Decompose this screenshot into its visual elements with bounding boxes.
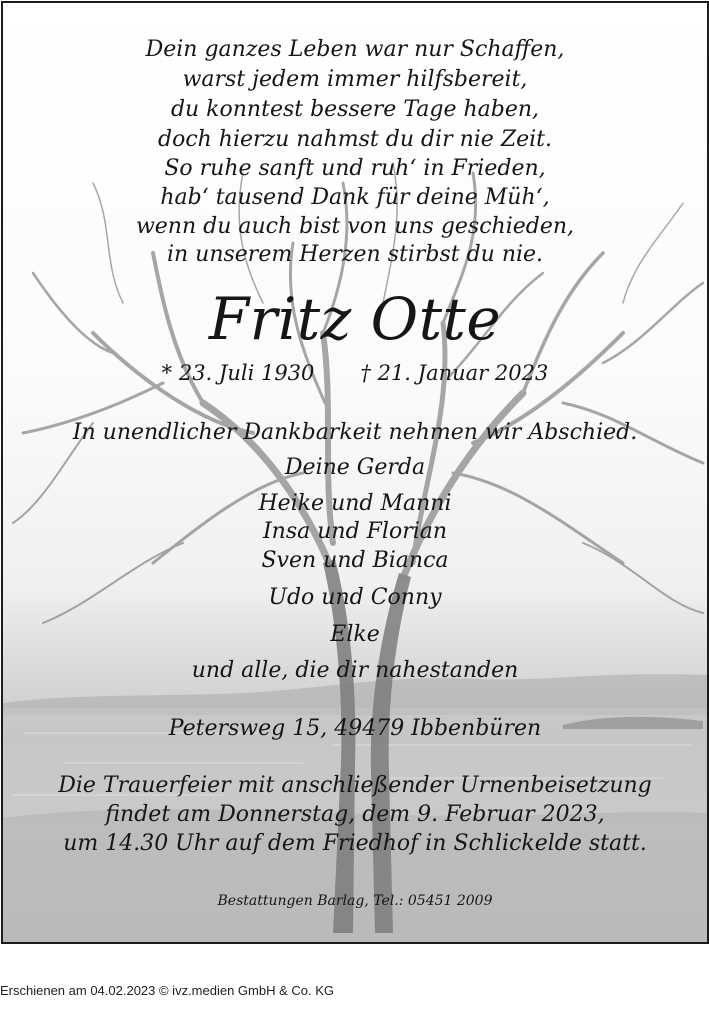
obituary-notice xyxy=(1,1,709,944)
birth-date: * 23. Juli 1930 xyxy=(161,361,315,385)
mourner: und alle, die dir nahestanden xyxy=(191,658,519,683)
life-dates xyxy=(3,361,707,385)
poem-line: doch hierzu nahmst du dir nie Zeit. xyxy=(157,127,552,152)
poem-line: du konntest bessere Tage haben, xyxy=(170,97,540,122)
mourner: Sven und Bianca xyxy=(261,548,449,573)
poem-line: hab‘ tausend Dank für deine Müh‘, xyxy=(160,185,550,210)
poem-line: warst jedem immer hilfsbereit, xyxy=(182,67,528,92)
poem-line: in unserem Herzen stirbst du nie. xyxy=(166,242,544,267)
ceremony-line: Die Trauerfeier mit anschließender Urnenbeisetzung xyxy=(58,773,652,798)
mourner: Elke xyxy=(330,622,380,647)
publication-credit: Erschienen am 04.02.2023 © ivz.medien GmbH & Co. KG xyxy=(0,983,335,998)
farewell-text: In unendlicher Dankbarkeit nehmen wir Abschied. xyxy=(72,420,638,445)
mourner: Udo und Conny xyxy=(268,585,442,610)
poem-line: Dein ganzes Leben war nur Schaffen, xyxy=(145,37,565,62)
mourner: Heike und Manni xyxy=(258,491,452,516)
mourner: Deine Gerda xyxy=(284,455,426,480)
funeral-home: Bestattungen Barlag, Tel.: 05451 2009 xyxy=(217,893,493,909)
ceremony-line: findet am Donnerstag, dem 9. Februar 2023, xyxy=(105,802,605,827)
poem-line: wenn du auch bist von uns geschieden, xyxy=(135,214,575,239)
address: Petersweg 15, 49479 Ibbenbüren xyxy=(168,716,542,741)
mourner: Insa und Florian xyxy=(262,519,448,544)
death-date: † 21. Januar 2023 xyxy=(360,361,549,385)
poem-line: So ruhe sanft und ruh‘ in Frieden, xyxy=(164,156,546,181)
deceased-name: Fritz Otte xyxy=(208,285,502,353)
ceremony-line: um 14.30 Uhr auf dem Friedhof in Schlickelde statt. xyxy=(63,831,647,856)
notice-text xyxy=(3,3,707,942)
